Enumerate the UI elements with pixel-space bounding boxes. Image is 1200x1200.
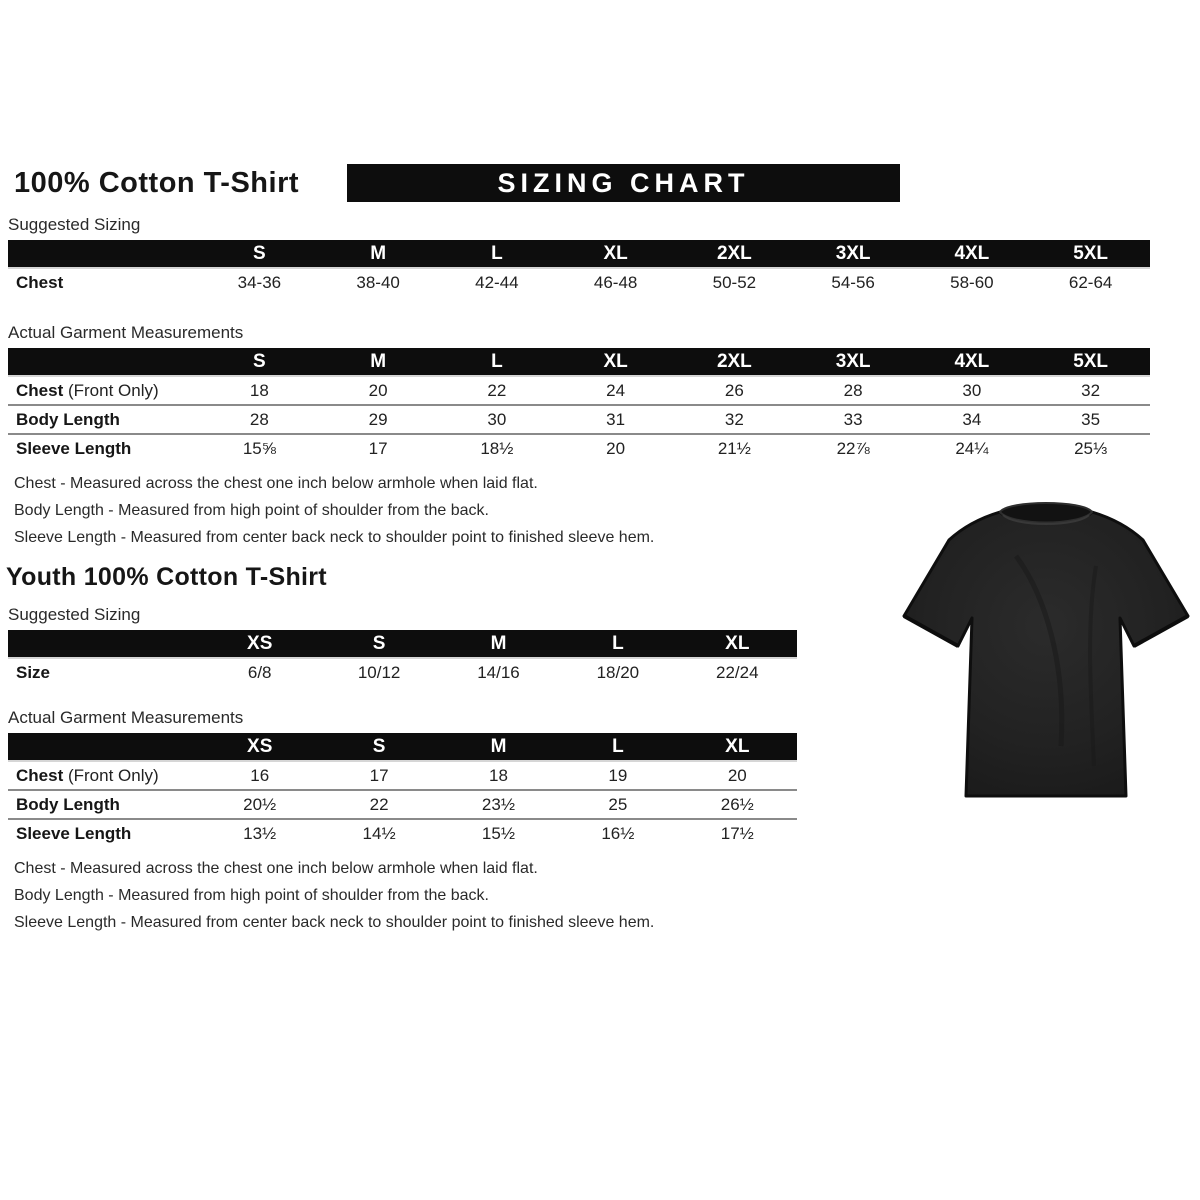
measurement-cell: 20 — [556, 434, 675, 463]
size-column-header: XL — [556, 348, 675, 376]
row-label-cell — [8, 761, 200, 790]
youth-actual-measurements-label: Actual Garment Measurements — [8, 708, 244, 727]
measurement-cell: 25 — [558, 790, 677, 819]
measurement-cell: 24¼ — [913, 434, 1032, 463]
measurement-cell: 50-52 — [675, 268, 794, 297]
measurement-cell: 32 — [675, 405, 794, 434]
row-label: Size — [16, 663, 51, 682]
measurement-cell: 46-48 — [556, 268, 675, 297]
measurement-cell: 20½ — [200, 790, 319, 819]
size-column-header: S — [200, 240, 319, 268]
row-label: Chest — [16, 765, 64, 785]
size-column-header: XL — [678, 733, 797, 761]
measurement-cell: 20 — [678, 761, 797, 790]
measurement-cell: 22 — [438, 376, 557, 405]
measurement-cell: 31 — [556, 405, 675, 434]
measurement-cell: 29 — [319, 405, 438, 434]
size-column-header: 2XL — [675, 348, 794, 376]
measurement-cell: 28 — [200, 405, 319, 434]
row-label-cell — [8, 376, 200, 405]
measurement-cell: 17 — [319, 761, 438, 790]
table-row — [8, 790, 797, 819]
t-shirt-icon — [896, 486, 1196, 808]
row-label: Body Length — [16, 409, 120, 429]
youth-measurement-notes — [14, 861, 1200, 931]
size-column-header: L — [558, 733, 677, 761]
size-column-header: S — [200, 348, 319, 376]
measurement-cell: 21½ — [675, 434, 794, 463]
size-header-row — [8, 348, 1150, 376]
measurement-cell: 22⅞ — [794, 434, 913, 463]
row-label-cell — [8, 658, 200, 687]
table-row — [8, 434, 1150, 463]
size-column-header: L — [438, 348, 557, 376]
size-column-header: 5XL — [1031, 240, 1150, 268]
measurement-cell: 17 — [319, 434, 438, 463]
measurement-cell: 10/12 — [319, 658, 438, 687]
adult-actual-measurements-table-grid — [8, 348, 1150, 463]
size-column-header: 2XL — [675, 240, 794, 268]
size-column-header: S — [319, 733, 438, 761]
black-t-shirt-image — [896, 486, 1196, 808]
adult-actual-measurements-label: Actual Garment Measurements — [8, 323, 244, 342]
row-label-header-cell — [8, 240, 200, 268]
youth-actual-measurements-table-grid — [8, 733, 797, 848]
row-label: Sleeve Length — [16, 439, 132, 458]
row-label-cell — [8, 819, 200, 848]
size-column-header: L — [558, 630, 677, 658]
adult-note-sleeve-length: Sleeve Length - Measured from center back neck to shoulder point to finished sleeve hem. — [14, 529, 655, 546]
table-row — [8, 376, 1150, 405]
row-label: Chest — [16, 273, 64, 292]
adult-suggested-sizing-table — [8, 240, 1200, 297]
measurement-cell: 30 — [438, 405, 557, 434]
measurement-cell: 17½ — [678, 819, 797, 848]
measurement-cell: 18 — [200, 376, 319, 405]
youth-section-title: Youth 100% Cotton T-Shirt — [6, 563, 327, 591]
page-header — [0, 164, 1200, 204]
row-label-cell — [8, 405, 200, 434]
size-column-header: 3XL — [794, 348, 913, 376]
sizing-chart-banner-text: SIZING CHART — [497, 167, 750, 198]
table-row — [8, 658, 797, 687]
measurement-cell: 28 — [794, 376, 913, 405]
row-label-header-cell — [8, 348, 200, 376]
row-label-header-cell — [8, 733, 200, 761]
measurement-cell: 19 — [558, 761, 677, 790]
size-column-header: 4XL — [913, 348, 1032, 376]
youth-suggested-sizing-table-grid — [8, 630, 797, 687]
measurement-cell: 18/20 — [558, 658, 677, 687]
size-column-header: XL — [678, 630, 797, 658]
row-label-cell — [8, 790, 200, 819]
size-column-header: M — [439, 630, 558, 658]
row-label: Sleeve Length — [16, 824, 132, 843]
measurement-cell: 62-64 — [1031, 268, 1150, 297]
row-label-header-cell — [8, 630, 200, 658]
size-header-row — [8, 240, 1150, 268]
row-label-cell — [8, 434, 200, 463]
table-row — [8, 405, 1150, 434]
adult-suggested-sizing-label: Suggested Sizing — [8, 215, 141, 234]
size-column-header: 3XL — [794, 240, 913, 268]
measurement-cell: 26 — [675, 376, 794, 405]
youth-note-sleeve-length: Sleeve Length - Measured from center back neck to shoulder point to finished sleeve hem. — [14, 914, 655, 931]
measurement-cell: 35 — [1031, 405, 1150, 434]
measurement-cell: 16 — [200, 761, 319, 790]
measurement-cell: 20 — [319, 376, 438, 405]
measurement-cell: 15⅝ — [200, 434, 319, 463]
measurement-cell: 30 — [913, 376, 1032, 405]
row-label-suffix: (Front Only) — [63, 765, 159, 785]
measurement-cell: 18½ — [438, 434, 557, 463]
measurement-cell: 32 — [1031, 376, 1150, 405]
table-row — [8, 819, 797, 848]
measurement-cell: 14½ — [319, 819, 438, 848]
size-column-header: M — [319, 348, 438, 376]
measurement-cell: 23½ — [439, 790, 558, 819]
measurement-cell: 42-44 — [438, 268, 557, 297]
adult-actual-measurements-table — [8, 348, 1200, 463]
measurement-cell: 25⅓ — [1031, 434, 1150, 463]
sizing-chart-banner — [347, 164, 900, 202]
measurement-cell: 16½ — [558, 819, 677, 848]
size-header-row — [8, 630, 797, 658]
size-column-header: XL — [556, 240, 675, 268]
measurement-cell: 15½ — [439, 819, 558, 848]
size-column-header: L — [438, 240, 557, 268]
size-column-header: 5XL — [1031, 348, 1150, 376]
measurement-cell: 34 — [913, 405, 1032, 434]
measurement-cell: 24 — [556, 376, 675, 405]
adult-note-chest: Chest - Measured across the chest one inch below armhole when laid flat. — [14, 475, 538, 492]
size-column-header: M — [439, 733, 558, 761]
measurement-cell: 38-40 — [319, 268, 438, 297]
size-column-header: XS — [200, 733, 319, 761]
youth-note-chest: Chest - Measured across the chest one inch below armhole when laid flat. — [14, 860, 538, 877]
measurement-cell: 58-60 — [913, 268, 1032, 297]
measurement-cell: 33 — [794, 405, 913, 434]
measurement-cell: 26½ — [678, 790, 797, 819]
measurement-cell: 13½ — [200, 819, 319, 848]
size-column-header: 4XL — [913, 240, 1032, 268]
adult-note-body-length: Body Length - Measured from high point of shoulder from the back. — [14, 502, 489, 519]
page-title: 100% Cotton T-Shirt — [14, 167, 300, 199]
measurement-cell: 34-36 — [200, 268, 319, 297]
measurement-cell: 22/24 — [678, 658, 797, 687]
size-column-header: S — [319, 630, 438, 658]
row-label-suffix: (Front Only) — [63, 380, 159, 400]
youth-note-body-length: Body Length - Measured from high point of shoulder from the back. — [14, 887, 489, 904]
size-column-header: XS — [200, 630, 319, 658]
measurement-cell: 6/8 — [200, 658, 319, 687]
row-label-cell — [8, 268, 200, 297]
row-label: Chest — [16, 380, 64, 400]
measurement-cell: 54-56 — [794, 268, 913, 297]
measurement-cell: 18 — [439, 761, 558, 790]
table-row — [8, 268, 1150, 297]
measurement-cell: 14/16 — [439, 658, 558, 687]
measurement-cell: 22 — [319, 790, 438, 819]
table-row — [8, 761, 797, 790]
adult-suggested-sizing-table-grid — [8, 240, 1150, 297]
size-column-header: M — [319, 240, 438, 268]
row-label: Body Length — [16, 794, 120, 814]
size-header-row — [8, 733, 797, 761]
youth-suggested-sizing-label: Suggested Sizing — [8, 605, 141, 624]
